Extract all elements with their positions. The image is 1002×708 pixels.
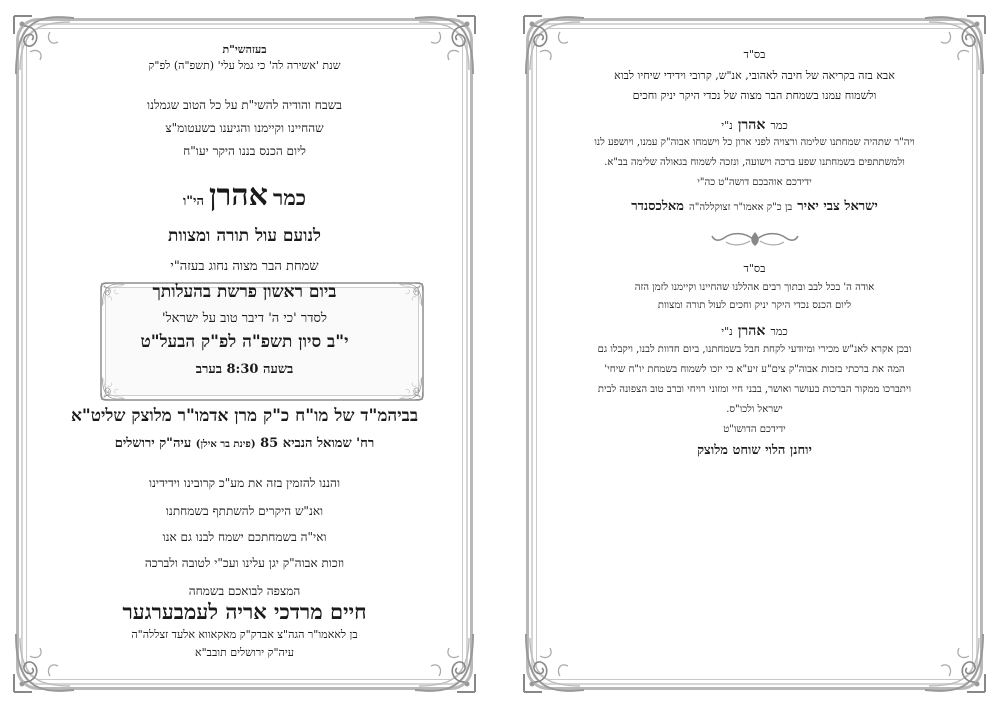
signer-name: ישראל צבי יאיר [797,199,878,214]
host-name: חיים מרדכי אריה לעמבערגער [122,599,367,624]
invite-line: וזכות אבוה"ק יגן עלינו ועכ"י לטובה ולברכה [144,556,345,570]
blessing-line: ולמשתתפים בשמחתנו שפע ברכה וישועה, ונזכה לשמוח בגאולה שלימה בב"א. [604,157,905,168]
time-line: בשעה 8:30 בערב [195,362,294,377]
plaque-line: שמחת הבר מצוה נחוג בעזה"י [170,259,319,274]
plaque-line: י"ב סיון תשפ"ה לפ"ק הבעל"ט [140,332,349,352]
signature-2: יוחנן הלוי שוחט מלוצק [697,443,812,458]
host-intro: המצפה לבואכם בשמחה [188,584,301,598]
kmr-title: כמר [770,119,788,132]
invite-line: והננו להזמין בזה את מע"כ קרובינו וידידינו [148,476,341,490]
intro-line: אבא בזה בקריאה של חיבה לאהובי, אנ"ש, קרובי וידידי שיחיו לבוא [614,69,895,82]
kmr-title: כמר [770,325,788,338]
second-intro-line: ליום הכנס נכדי היקר יניק וחכים לעול תורה ומצוות [657,300,852,311]
blessing-line: המה את ברכתי בזכות אבוה"ק צים"ע זיע"א כי יזכו לשמוח בשמחת יו"ח שיחי' [604,364,905,375]
invite-line: ואנ"ש היקרים להשתתף בשמחתנו [165,504,324,518]
torah-line: לנועם עול תורה ומצוות [168,226,321,246]
sign-intro: ידידכם אוהבכם דושה"ט כה"י [697,177,812,188]
venue-line: בביהמ"ד של מו"ח כ"ק מרן אדמו"ר מלוצק שליט"א [70,406,419,426]
first-name: אהרן [209,178,268,213]
year-line: שנת 'אשירה לה' כי גמל עלי' (תשפ"ה) לפ"ק [148,59,341,72]
praise-line: שהחיינו וקיימנו והגיענו בשעטומ"צ [165,121,324,135]
plaque-line: ביום ראשון פרשת בהעלותך [152,282,337,302]
sign-intro: ידידכם הדושו"ט [723,424,786,435]
blessing-line: ישראל ולכו"ס. [726,404,783,415]
invite-line: ואי"ה בשמחתכם ישמח לבנו גם אנו [162,530,327,544]
second-intro-line: אודה ה' בכל לבב ובתוך רבים אהללנו שהחיינו וקיימנו לזמן הזה [634,282,875,293]
praise-line: בשבח והודיה להשי"ת על כל הטוב שגמלנו [147,98,342,112]
address-note: (פינת בר אילן) [195,439,256,450]
host-lineage: בן לאאמו"ר הגה"צ אבדק"ק מאקאווא אלעד זצללה"ה [131,628,358,641]
bsd-header: בס"ד [743,262,766,275]
name-suffix: נ"י [721,325,733,338]
right-content-lower [552,14,957,694]
signer-lineage: בן כ"ק אאמו"ר זצוקללה"ה [689,202,793,213]
address-line [52,435,437,451]
blessing-line: ויתברכו ממקור הברכות בעושר ואושר, בבני חיי ומזוני רויחי וברב טוב הצפונה לבית [597,384,912,395]
name-suffix: נ"י [721,119,733,132]
intro-line: ולשמוח עמנו בשמחת הבר מצוה של נכדי היקר יניק וחכים [632,89,877,102]
host-city: עיה"ק ירושלים תובב"א [195,646,294,659]
bsd-header: בעזהשי"ת [222,43,267,56]
blessing-line: ויה"ר שתהיה שמחתנו שלימה ורצויה לפני ארון כל וישמחו אבוה"ק עמנו, ויושפע לנו [594,137,915,148]
signer-place: מאלכסנדר [631,199,684,214]
address-city: עיה"ק ירושלים [114,436,192,451]
bsd-header: בס"ד [743,48,766,61]
celebrant-name-2 [552,320,957,340]
name-suffix: הי"ו [182,194,204,209]
first-name: אהרן [737,323,766,339]
invitation-card-left [12,14,477,694]
address-street: רח' שמואל הנביא 85 [260,436,375,451]
plaque-line: לסדר 'כי ה' דיבר טוב על ישראל' [162,311,327,326]
blessing-line: ובכן אקרא לאנ"ש מכירי ומיודעי לקחת חבל בשמחתנו, ביום חדוות לבנו, ויקבלו גם [597,344,912,355]
kmr-title: כמר [273,185,307,210]
first-name: אהרן [737,117,766,133]
praise-line: ליום הכנס בננו היקר יעו"ח [183,144,306,158]
left-content-lower [52,14,437,694]
invitation-card-right [522,14,987,694]
